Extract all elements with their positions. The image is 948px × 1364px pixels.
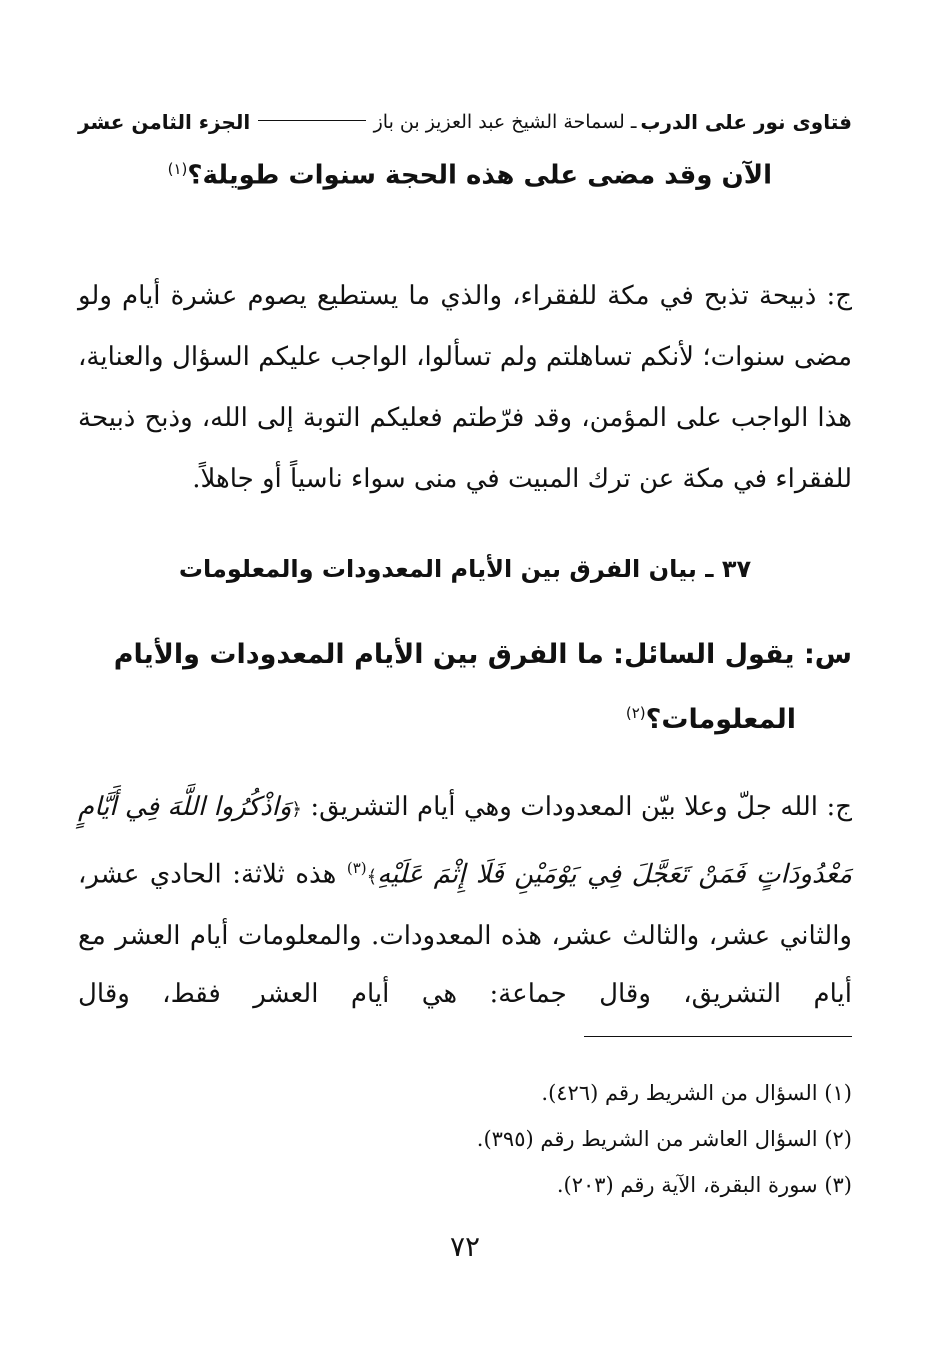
question-2-line-1: س: يقول السائل: ما الفرق بين الأيام المعدودات والأيام [113,639,852,670]
answer-paragraph-1: ج: ذبيحة تذبح في مكة للفقراء، والذي ما يستطيع يصوم عشرة أيام ولو مضى سنوات؛ لأنكم تساهلتم ولم تسألوا، الواجب عليكم السؤال والعناية، هذا الواجب على المؤمن، وقد فرّطتم فعليكم التوبة إلى الله، وذبح ذبيحة للفقراء في مكة عن ترك المبيت في منى سواء ناسياً أو جاهلاً. [78,281,852,494]
book-page [78,100,852,1364]
footnote-item: (٢) السؤال العاشر من الشريط رقم (٣٩٥). [476,1127,852,1151]
footnote-item: (٣) سورة البقرة، الآية رقم (٢٠٣). [556,1173,852,1197]
answer-paragraph-2 [78,778,852,1023]
verse-close-bracket: ﴾ [366,866,378,888]
footnote-ref-3: (٣) [346,859,367,877]
footnote-ref-2: (٢) [625,704,646,722]
author-name: ـ لسماحة الشيخ عبد العزيز بن باز [373,111,637,133]
question-continuation [78,160,772,191]
section-heading: ٣٧ ـ بيان الفرق بين الأيام المعدودات والمعلومات [178,555,752,583]
question-continuation-text: الآن وقد مضى على هذه الحجة سنوات طويلة؟ [187,160,772,191]
book-title: فتاوى نور على الدرب [640,110,852,134]
footnote-ref-1: (١) [167,160,188,178]
header-title-group [374,110,852,134]
header-rule [258,120,365,121]
part-label: الجزء الثامن عشر [78,110,251,134]
verse-open-bracket: ﴿ [291,799,302,820]
running-header [78,110,852,134]
question-paragraph-2 [78,626,852,749]
question-2-line-2: المعلومات؟ [645,704,796,735]
answer-2-rest: هذه ثلاثة: الحادي عشر، والثاني عشر، والثالث عشر، هذه المعدودات. والمعلومات أيام العشر مع أيام التشريق، وقال جماعة: هي أيام العشر فقط، وقال [78,859,852,1009]
footnotes [78,1070,852,1208]
page-number: ٧٢ [449,1230,481,1263]
footnote-separator [584,1036,852,1037]
footnote-item: (١) السؤال من الشريط رقم (٤٢٦). [541,1081,852,1105]
answer-2-intro: ج: الله جلّ وعلا بيّن المعدودات وهي أيام التشريق: [310,792,852,822]
quran-verse: وَاذْكُرُوا اللَّهَ فِي أَيَّامٍ مَعْدُودَاتٍ فَمَنْ تَعَجَّلَ فِي يَوْمَيْنِ فَلَا إِثْمَ عَلَيْهِ [78,792,853,890]
question-2-line-2-wrap [78,684,852,749]
